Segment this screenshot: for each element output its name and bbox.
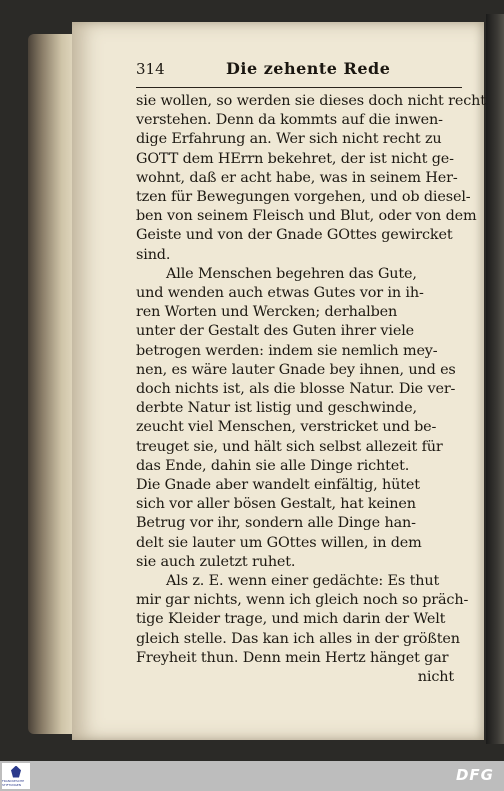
text-line: und wenden auch etwas Gutes vor in ih- [136, 285, 424, 302]
text-line: das Ende, dahin sie alle Dinge richtet. [136, 457, 410, 474]
text-line: mir gar nichts, wenn ich gleich noch so präch- [136, 592, 469, 609]
library-logo-caption: FRANCKESCHE STIFTUNGEN [2, 778, 25, 787]
text-line: ren Worten und Wercken; derhalben [136, 304, 398, 321]
text-line: Freyheit thun. Denn mein Hertz hänget gar [136, 649, 449, 666]
text-line: Alle Menschen begehren das Gute, [166, 265, 417, 282]
text-line: unter der Gestalt des Guten ihrer viele [136, 323, 415, 340]
book-spine-shadow [486, 14, 504, 744]
text-line: Betrug vor ihr, sondern alle Dinge han- [136, 515, 416, 532]
running-header [136, 59, 462, 88]
text-line: Die Gnade aber wandelt einfältig, hütet [136, 477, 420, 494]
text-line: sie wollen, so werden sie dieses doch nicht recht [136, 93, 486, 109]
dfg-logo[interactable]: DFG [455, 766, 494, 784]
text-line: dige Erfahrung an. Wer sich nicht recht zu [136, 131, 442, 148]
page-number: 314 [136, 60, 165, 78]
text-line: sie auch zuletzt ruhet. [136, 553, 296, 570]
text-line: betrogen werden: indem sie nemlich mey- [136, 342, 438, 359]
text-line: ben von seinem Fleisch und Blut, oder von dem [136, 208, 477, 225]
text-line: verstehen. Denn da kommts auf die inwen- [136, 112, 443, 129]
text-line: nicht [417, 669, 454, 686]
book-page-edges [28, 34, 76, 734]
text-line: GOTT dem HErrn bekehret, der ist nicht ge- [136, 150, 454, 167]
text-line: sich vor aller bösen Gestalt, hat keinen [136, 496, 416, 513]
text-line: tige Kleider trage, und mich darin der Welt [136, 611, 446, 628]
text-line: zeucht viel Menschen, verstricket und be- [136, 419, 437, 436]
text-line: nen, es wäre lauter Gnade bey ihnen, und es [136, 361, 456, 378]
text-line: treuget sie, und hält sich selbst allezeit für [136, 438, 443, 455]
text-line: sind. [136, 246, 171, 263]
text-line: Geiste und von der Gnade GOttes gewircket [136, 227, 453, 244]
text-line: wohnt, daß er acht habe, was in seinem Her- [136, 169, 458, 186]
running-head-title: Die zehente Rede [226, 59, 391, 78]
text-line: doch nichts ist, als die blosse Natur. Die ver- [136, 381, 456, 398]
library-logo[interactable] [2, 763, 30, 789]
text-line: gleich stelle. Das kan ich alles in der größten [136, 630, 460, 647]
viewer-footer [0, 761, 504, 791]
text-line: tzen für Bewegungen vorgehen, und ob diesel- [136, 189, 471, 206]
body-text [136, 92, 486, 687]
page-text-block [136, 59, 486, 687]
library-logo-icon [11, 766, 21, 778]
text-line: Als z. E. wenn einer gedächte: Es thut [166, 573, 440, 590]
text-line: derbte Natur ist listig und geschwinde, [136, 400, 417, 417]
book-page [72, 22, 484, 740]
text-line: delt sie lauter um GOttes willen, in dem [136, 534, 422, 551]
